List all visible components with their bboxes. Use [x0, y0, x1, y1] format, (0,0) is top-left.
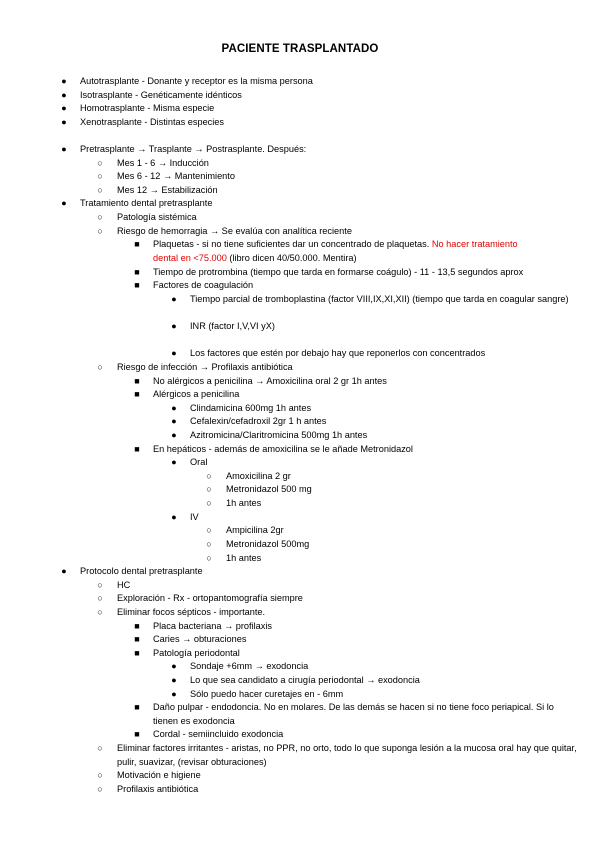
list-item: Los factores que estén por debajo hay que reponerlos con concentrados — [190, 348, 486, 358]
list-item: Oral — [190, 457, 208, 467]
bullet: ■ — [134, 239, 140, 249]
list-item: No alérgicos a penicilina → Amoxicilina oral 2 gr 1h antes — [153, 376, 387, 386]
bullet: ● — [171, 512, 177, 522]
list-item: Eliminar factores irritantes - aristas, no PPR, no orto, todo lo que suponga lesión a la mucosa oral hay que quitar, pulir, suavizar, (revisar obturaciones) — [117, 743, 577, 767]
list-item: IV — [190, 512, 199, 522]
bullet: ● — [171, 403, 177, 413]
list-item: Mes 12 → Estabilización — [117, 185, 218, 195]
bullet: ● — [171, 430, 177, 440]
bullet: ■ — [134, 729, 140, 739]
list-item: HC — [117, 580, 131, 590]
plaquetas-note: (libro dicen 40/50.000. Mentira) — [226, 253, 357, 263]
page-title: PACIENTE TRASPLANTADO — [221, 43, 379, 55]
list-item: Mes 6 - 12 → Mantenimiento — [117, 171, 235, 181]
list-item: Pretrasplante → Trasplante → Postrasplante. Después: — [80, 144, 307, 154]
list-item: Daño pulpar - endodoncia. No en molares. De las demás se hacen si no tiene foco periapical. Si lo tienen es exodoncia — [153, 702, 554, 726]
bullet: ● — [61, 103, 67, 113]
list-item: Ampicilina 2gr — [226, 525, 284, 535]
bullet: ○ — [206, 525, 212, 535]
bullet: ● — [61, 566, 67, 576]
list-item: Cordal - semiincluido exodoncia — [153, 729, 284, 739]
list-item: Metronidazol 500mg — [226, 539, 310, 549]
bullet: ○ — [206, 553, 212, 563]
bullet: ■ — [134, 702, 140, 712]
list-item: 1h antes — [226, 498, 262, 508]
section-heading: Tratamiento dental pretrasplante — [80, 198, 213, 208]
bullet: ■ — [134, 444, 140, 454]
bullet: ○ — [206, 471, 212, 481]
bullet: ■ — [134, 267, 140, 277]
list-item: Xenotrasplante - Distintas especies — [80, 117, 225, 127]
list-item: Alérgicos a penicilina — [153, 389, 240, 399]
section-heading: Protocolo dental pretrasplante — [80, 566, 203, 576]
list-item: Mes 1 - 6 → Inducción — [117, 158, 209, 168]
list-item: INR (factor I,V,VI yX) — [190, 321, 275, 331]
bullet: ■ — [134, 648, 140, 658]
bullet: ● — [61, 90, 67, 100]
list-item: Eliminar focos sépticos - importante. — [117, 607, 266, 617]
list-item-plaquetas-cont — [153, 252, 357, 266]
list-item: Homotrasplante - Misma especie — [80, 103, 215, 113]
list-item: Lo que sea candidato a cirugía periodontal → exodoncia — [190, 675, 420, 685]
list-item: Patología sistémica — [117, 212, 197, 222]
list-item: Tiempo parcial de tromboplastina (factor VIII,IX,XI,XII) (tiempo que tarda en coagular sangre) — [190, 294, 569, 304]
list-item-plaquetas — [153, 238, 518, 252]
list-item: Autotrasplante - Donante y receptor es la misma persona — [80, 76, 313, 86]
list-item: Placa bacteriana → profilaxis — [153, 621, 272, 631]
bullet: ● — [171, 661, 177, 671]
bullet: ● — [61, 76, 67, 86]
bullet: ○ — [97, 593, 103, 603]
list-item: Patología periodontal — [153, 648, 240, 658]
list-item: 1h antes — [226, 553, 262, 563]
bullet: ○ — [97, 226, 103, 236]
bullet: ○ — [97, 212, 103, 222]
bullet: ○ — [97, 158, 103, 168]
list-item: Isotrasplante - Genéticamente idénticos — [80, 90, 242, 100]
bullet: ● — [171, 675, 177, 685]
plaquetas-warning-cont: dental en <75.000 — [153, 253, 227, 263]
bullet: ● — [171, 457, 177, 467]
bullet: ■ — [134, 634, 140, 644]
plaquetas-warning: No hacer tratamiento — [431, 239, 518, 249]
list-item: Sondaje +6mm → exodoncia — [190, 661, 309, 671]
bullet: ● — [61, 198, 67, 208]
bullet: ○ — [97, 185, 103, 195]
bullet: ■ — [134, 621, 140, 631]
list-item: Caries → obturaciones — [153, 634, 247, 644]
list-item: En hepáticos - además de amoxicilina se le añade Metronidazol — [153, 444, 413, 454]
list-item: Cefalexin/cefadroxil 2gr 1 h antes — [190, 416, 327, 426]
list-item: Riesgo de hemorragia → Se evalúa con analítica reciente — [117, 226, 352, 236]
bullet: ○ — [97, 362, 103, 372]
bullet: ● — [171, 689, 177, 699]
plaquetas-text: Plaquetas - si no tiene suficientes dar un concentrado de plaquetas. — [153, 239, 432, 249]
bullet: ○ — [97, 784, 103, 794]
list-item: Motivación e higiene — [117, 770, 201, 780]
bullet: ● — [171, 348, 177, 358]
list-item: Riesgo de infección → Profilaxis antibiótica — [117, 362, 293, 372]
bullet: ■ — [134, 389, 140, 399]
list-item: Sólo puedo hacer curetajes en - 6mm — [190, 689, 344, 699]
bullet: ■ — [134, 280, 140, 290]
list-item: Factores de coagulación — [153, 280, 254, 290]
bullet: ● — [61, 117, 67, 127]
bullet: ○ — [206, 484, 212, 494]
bullet: ○ — [206, 539, 212, 549]
list-item: Profilaxis antibiótica — [117, 784, 199, 794]
list-item: Azitromicina/Claritromicina 500mg 1h antes — [190, 430, 368, 440]
bullet: ○ — [97, 770, 103, 780]
bullet: ○ — [206, 498, 212, 508]
bullet: ○ — [97, 743, 103, 753]
list-item: Amoxicilina 2 gr — [226, 471, 291, 481]
list-item: Metronidazol 500 mg — [226, 484, 312, 494]
bullet: ● — [171, 416, 177, 426]
bullet: ● — [61, 144, 67, 154]
list-item: Tiempo de protrombina (tiempo que tarda en formarse coágulo) - 11 - 13,5 segundos aprox — [153, 267, 524, 277]
bullet: ○ — [97, 171, 103, 181]
bullet: ● — [171, 321, 177, 331]
bullet: ○ — [97, 607, 103, 617]
list-item: Clindamicina 600mg 1h antes — [190, 403, 312, 413]
bullet: ○ — [97, 580, 103, 590]
bullet: ● — [171, 294, 177, 304]
list-item: Exploración - Rx - ortopantomografía siempre — [117, 593, 303, 603]
bullet: ■ — [134, 376, 140, 386]
